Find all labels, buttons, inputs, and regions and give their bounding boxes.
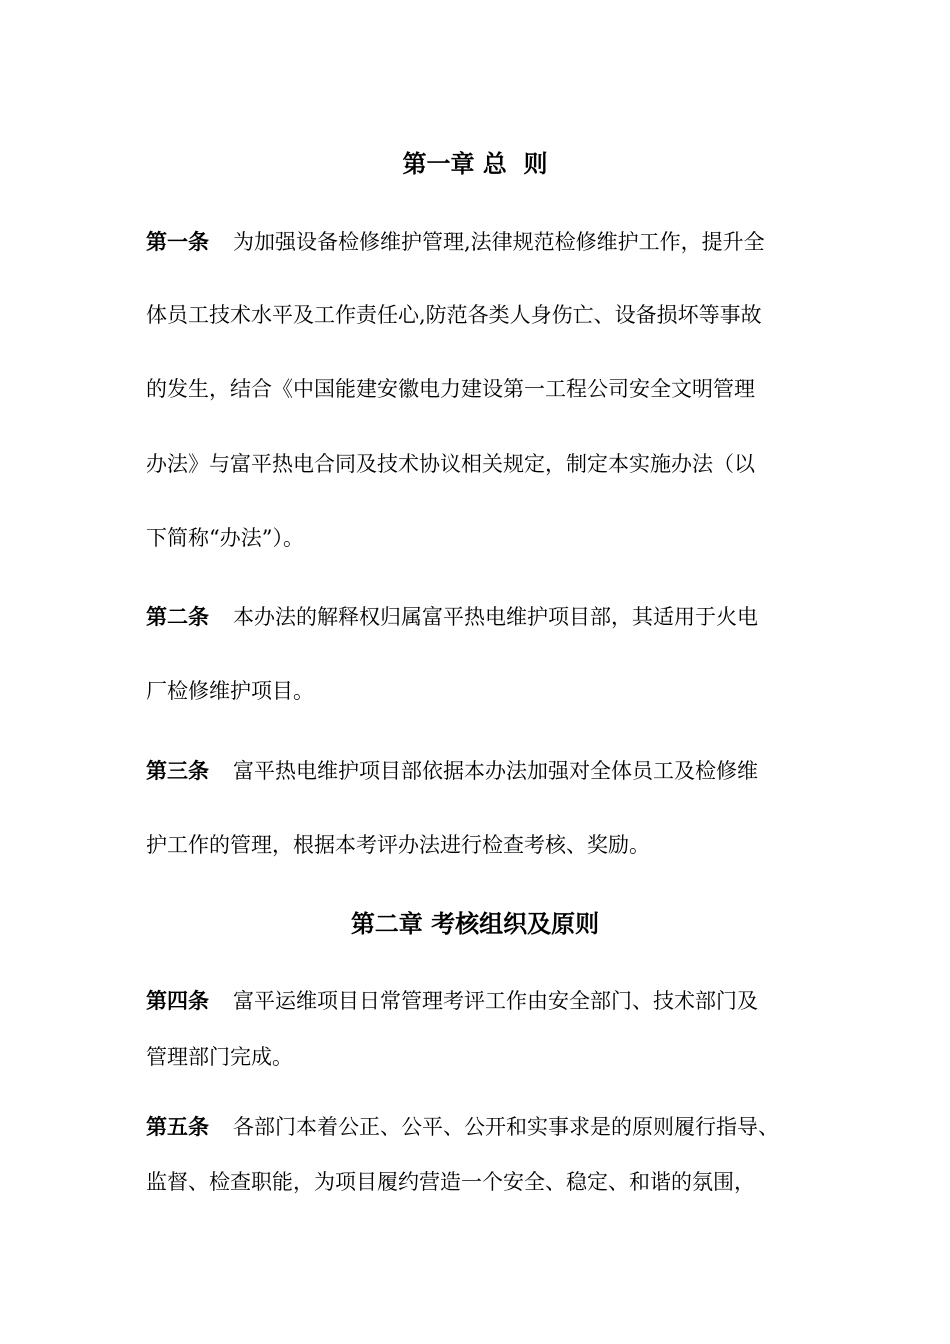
article-4-line-2: 管理部门完成。 xyxy=(146,1045,293,1069)
article-1-text-1: 为加强设备检修维护管理,法律规范检修维护工作，提升全 xyxy=(233,230,765,254)
article-4-label: 第四条 xyxy=(146,988,209,1013)
chapter-2-heading: 第二章 考核组织及原则 xyxy=(350,909,600,938)
article-2-line-1 xyxy=(146,602,758,632)
article-3-line-1 xyxy=(146,756,758,786)
article-3-line-2: 护工作的管理，根据本考评办法进行检查考核、奖励。 xyxy=(146,833,650,857)
article-1-line-4: 办法》与富平热电合同及技术协议相关规定，制定本实施办法（以 xyxy=(146,452,755,476)
article-2-label: 第二条 xyxy=(146,604,209,629)
article-1-line-5: 下简称“办法”）。 xyxy=(146,526,304,550)
article-2-line-2: 厂检修维护项目。 xyxy=(146,679,314,703)
chapter-1-heading: 第一章 总 则 xyxy=(402,149,548,178)
article-4-text-1: 富平运维项目日常管理考评工作由安全部门、技术部门及 xyxy=(233,989,758,1013)
article-1-line-2: 体员工技术水平及工作责任心,防范各类人身伤亡、设备损坏等事故 xyxy=(146,303,762,327)
article-5-text-1: 各部门本着公正、公平、公开和实事求是的原则履行指导、 xyxy=(233,1115,779,1139)
article-1-line-1 xyxy=(146,227,765,257)
article-3-label: 第三条 xyxy=(146,758,209,783)
article-2-text-1: 本办法的解释权归属富平热电维护项目部，其适用于火电 xyxy=(233,605,758,629)
article-1-line-3: 的发生，结合《中国能建安徽电力建设第一工程公司安全文明管理 xyxy=(146,377,755,401)
article-4-line-1 xyxy=(146,986,758,1016)
article-3-text-1: 富平热电维护项目部依据本办法加强对全体员工及检修维 xyxy=(233,759,758,783)
article-5-line-1 xyxy=(146,1112,779,1142)
article-5-label: 第五条 xyxy=(146,1114,209,1139)
article-5-line-2: 监督、检查职能，为项目履约营造一个安全、稳定、和谐的氛围， xyxy=(146,1170,755,1194)
article-1-label: 第一条 xyxy=(146,229,209,254)
